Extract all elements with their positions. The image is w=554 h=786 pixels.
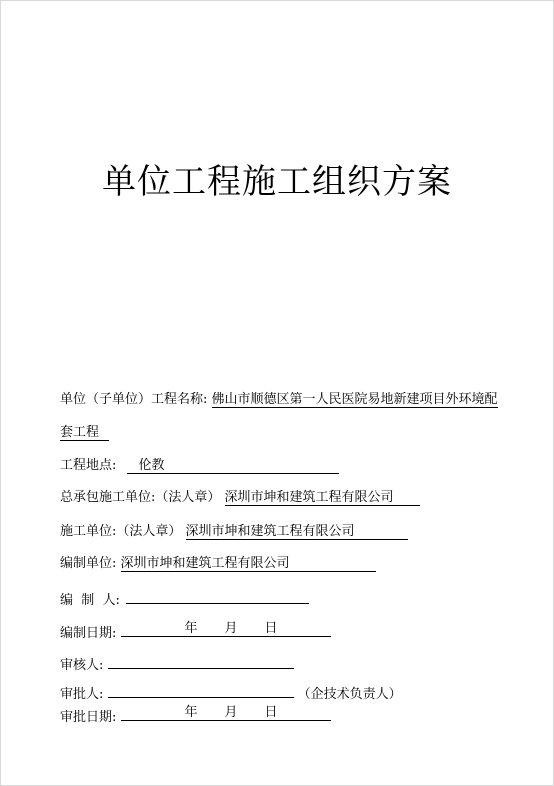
- construction-unit-value: 深圳市坤和建筑工程有限公司: [186, 524, 408, 540]
- compile-date-day: 日: [264, 621, 278, 636]
- construction-unit-field: [60, 523, 408, 541]
- general-contractor-label: 总承包施工单位:（法人章）: [60, 490, 221, 505]
- reviewer-label: 审核人:: [60, 658, 104, 673]
- approver-blank: [108, 682, 294, 698]
- approver-note: （企技术负责人）: [297, 687, 402, 702]
- approve-date-day: 日: [264, 705, 278, 720]
- project-name-label: 单位（子单位）工程名称:: [60, 392, 208, 407]
- project-name-value-line2: 套工程: [60, 425, 109, 441]
- approver-label: 审批人:: [60, 687, 104, 702]
- compiling-unit-field: [60, 555, 376, 573]
- compile-date-month: 月: [224, 621, 238, 636]
- compile-date-blank: [121, 621, 331, 637]
- approve-date-field: [60, 705, 331, 727]
- project-name-value-line1: 佛山市顺德区第一人民医院易地新建项目外环境配: [211, 392, 498, 407]
- compiling-unit-label: 编制单位:: [60, 556, 117, 571]
- location-field: [60, 457, 339, 475]
- approve-date-month: 月: [224, 705, 238, 720]
- reviewer-blank: [108, 653, 294, 669]
- compiler-label: 编 制 人:: [60, 593, 120, 608]
- project-name-field-line2: [60, 424, 109, 442]
- approve-date-label: 审批日期:: [60, 710, 117, 725]
- approver-field: [60, 682, 402, 704]
- compile-date-label: 编制日期:: [60, 626, 117, 641]
- compile-date-year: 年: [184, 621, 198, 636]
- approve-date-year: 年: [184, 705, 198, 720]
- compiler-blank: [126, 588, 309, 604]
- location-label: 工程地点:: [60, 458, 117, 473]
- general-contractor-value: 深圳市坤和建筑工程有限公司: [225, 490, 420, 506]
- compile-date-field: [60, 621, 331, 643]
- compiling-unit-value: 深圳市坤和建筑工程有限公司: [121, 556, 376, 572]
- location-value: 伦教: [127, 458, 339, 474]
- project-name-field: [60, 391, 498, 409]
- approve-date-blank: [121, 705, 331, 721]
- compiler-field: [60, 588, 309, 610]
- document-title: 单位工程施工组织方案: [102, 162, 452, 202]
- construction-unit-label: 施工单位:（法人章）: [60, 524, 182, 539]
- general-contractor-field: [60, 489, 420, 507]
- reviewer-field: [60, 653, 294, 675]
